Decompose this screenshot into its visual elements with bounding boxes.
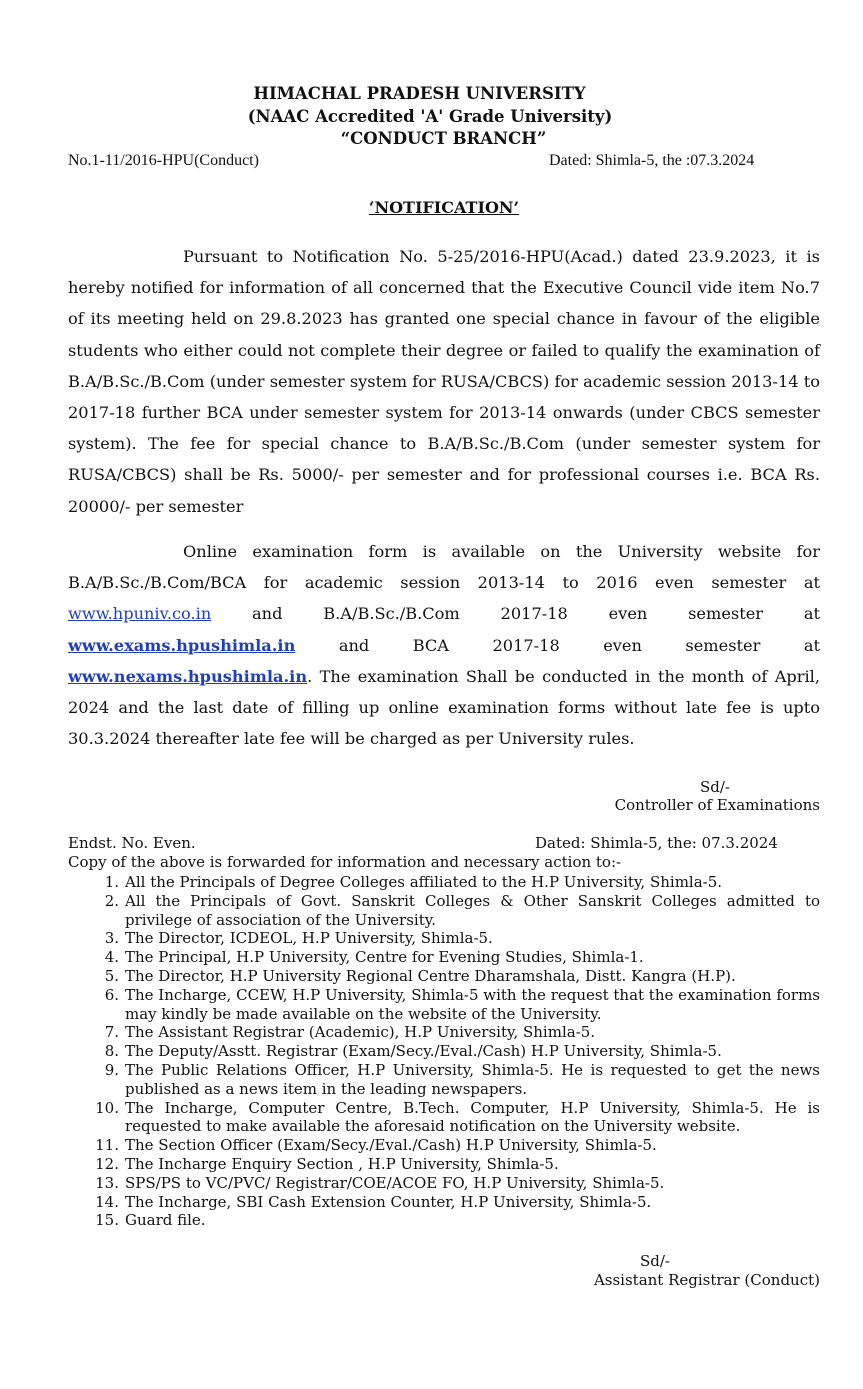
notification-paragraph-1: Pursuant to Notification No. 5-25/2016-HPU(Acad.) dated 23.9.2023, it is hereby notified for information of all concerned that the Executive Council vide item No.7 of its meeting held on 29.8.2023 has granted one special chance in favour of the eligible students who either could not complete their degree or failed to qualify the examination of B.A/B.Sc./B.Com (under semester system for RUSA/CBCS) for academic session 2013-14 to 2017-18 further BCA under semester system for 2013-14 onwards (under CBCS semester system). The fee for special chance to B.A/B.Sc./B.Com (under semester system for RUSA/CBCS) shall be Rs. 5000/- per semester and for professional courses i.e. BCA Rs. 20000/- per semester bbox=[68, 247, 820, 516]
distribution-item bbox=[68, 986, 820, 1024]
paragraph-2-text-4: . The examination Shall be conducted in the month of April, 2024 and the last date of filling up online examination forms without late fee is upto 30.3.2024 thereafter late fee will be charged as per University rules. bbox=[68, 666, 820, 749]
distribution-item bbox=[68, 1174, 820, 1193]
distribution-item bbox=[68, 929, 820, 948]
distribution-item bbox=[68, 967, 820, 986]
distribution-item-text: All the Principals of Degree Colleges affiliated to the H.P University, Shimla-5. bbox=[125, 873, 723, 891]
distribution-item-text: The Section Officer (Exam/Secy./Eval./Cash) H.P University, Shimla-5. bbox=[125, 1136, 657, 1155]
signature-title-assistant-registrar: Assistant Registrar (Conduct) bbox=[593, 1271, 820, 1289]
distribution-item-number: 11. bbox=[95, 1136, 119, 1155]
endorsement-date: Dated: Shimla-5, the: 07.3.2024 bbox=[535, 834, 778, 852]
distribution-item bbox=[68, 1136, 820, 1155]
distribution-item-number: 2. bbox=[104, 891, 119, 910]
copy-forward-line: Copy of the above is forwarded for information and necessary action to:- bbox=[68, 853, 622, 871]
distribution-item-number: 3. bbox=[104, 929, 119, 948]
distribution-list bbox=[68, 873, 820, 1230]
paragraph-2-text-3: and BCA 2017-18 even semester at bbox=[295, 635, 820, 655]
hpuniv-link[interactable]: www.hpuniv.co.in bbox=[68, 604, 212, 624]
distribution-item-text: The Director, ICDEOL, H.P University, Shimla-5. bbox=[125, 929, 493, 948]
signature-sd-1: Sd/- bbox=[700, 778, 730, 796]
distribution-item-text: The Public Relations Officer, H.P University, Shimla-5. He is requested to get the news published as a news item in the leading newspapers. bbox=[125, 1060, 820, 1098]
nexams-hpushimla-link[interactable]: www.nexams.hpushimla.in bbox=[68, 666, 308, 686]
distribution-item-number: 12. bbox=[95, 1154, 119, 1173]
distribution-item-number: 6. bbox=[104, 985, 119, 1004]
notification-title: ‘NOTIFICATION’ bbox=[368, 198, 520, 217]
signature-title-controller: Controller of Examinations bbox=[614, 796, 820, 814]
branch-name: “CONDUCT BRANCH” bbox=[340, 129, 547, 148]
reference-date: Dated: Shimla-5, the :07.3.2024 bbox=[549, 152, 755, 169]
distribution-item-number: 14. bbox=[95, 1192, 119, 1211]
distribution-item-text: The Incharge, Computer Centre, B.Tech. Computer, H.P University, Shimla-5. He is requested to make available the aforesaid notification on the University website. bbox=[125, 1098, 820, 1136]
distribution-item-text: The Incharge Enquiry Section , H.P University, Shimla-5. bbox=[125, 1154, 559, 1173]
distribution-item-text: The Principal, H.P University, Centre for Evening Studies, Shimla-1. bbox=[125, 948, 644, 967]
accreditation-line: (NAAC Accredited 'A' Grade University) bbox=[247, 107, 613, 126]
distribution-item-number: 8. bbox=[104, 1042, 119, 1061]
distribution-item bbox=[68, 873, 820, 892]
distribution-item bbox=[68, 1023, 820, 1042]
distribution-item bbox=[68, 1099, 820, 1137]
distribution-item bbox=[68, 1211, 820, 1230]
distribution-item bbox=[68, 892, 820, 930]
distribution-item-text: SPS/PS to VC/PVC/ Registrar/COE/ACOE FO, H.P University, Shimla-5. bbox=[125, 1173, 665, 1192]
distribution-item bbox=[68, 1193, 820, 1212]
distribution-item-text: All the Principals of Govt. Sanskrit Colleges & Other Sanskrit Colleges admitted to privilege of association of the University. bbox=[125, 891, 820, 929]
distribution-item-number: 4. bbox=[104, 948, 119, 967]
distribution-item bbox=[68, 1061, 820, 1099]
distribution-item-number: 10. bbox=[95, 1098, 119, 1117]
exams-hpushimla-link[interactable]: www.exams.hpushimla.in bbox=[68, 635, 296, 655]
distribution-item bbox=[68, 1042, 820, 1061]
university-name: HIMACHAL PRADESH UNIVERSITY bbox=[253, 84, 586, 103]
distribution-item-text: Guard file. bbox=[125, 1211, 206, 1230]
distribution-item-number: 1. bbox=[104, 873, 119, 891]
paragraph-2-text-2: and B.A/B.Sc./B.Com 2017-18 even semester at bbox=[211, 604, 820, 624]
reference-number: No.1-11/2016-HPU(Conduct) bbox=[68, 152, 259, 169]
distribution-item-number: 7. bbox=[104, 1023, 119, 1042]
distribution-item-text: The Incharge, SBI Cash Extension Counter, H.P University, Shimla-5. bbox=[125, 1192, 652, 1211]
distribution-item bbox=[68, 948, 820, 967]
notification-paragraph-2 bbox=[68, 536, 820, 754]
paragraph-2-text-1: Online examination form is available on the University website for B.A/B.Sc./B.Com/BCA for academic session 2013-14 to 2016 even semester at bbox=[68, 542, 820, 593]
distribution-item bbox=[68, 1155, 820, 1174]
distribution-item-number: 5. bbox=[104, 966, 119, 985]
distribution-item-text: The Assistant Registrar (Academic), H.P University, Shimla-5. bbox=[125, 1023, 596, 1042]
endorsement-number: Endst. No. Even. bbox=[68, 834, 196, 852]
distribution-item-number: 15. bbox=[95, 1211, 119, 1230]
distribution-item-text: The Deputy/Asstt. Registrar (Exam/Secy./Eval./Cash) H.P University, Shimla-5. bbox=[125, 1042, 722, 1061]
distribution-item-number: 9. bbox=[104, 1060, 119, 1079]
distribution-item-text: The Director, H.P University Regional Centre Dharamshala, Distt. Kangra (H.P). bbox=[125, 966, 736, 985]
signature-sd-2: Sd/- bbox=[640, 1252, 670, 1270]
distribution-item-text: The Incharge, CCEW, H.P University, Shimla-5 with the request that the examination forms may kindly be made available on the website of the University. bbox=[125, 985, 821, 1023]
distribution-item-number: 13. bbox=[95, 1173, 119, 1192]
